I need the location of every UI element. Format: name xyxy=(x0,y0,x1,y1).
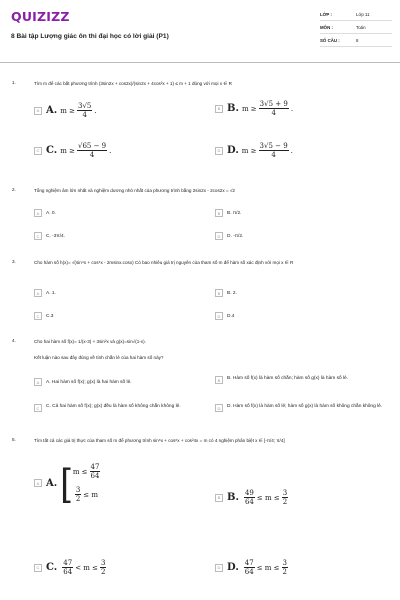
math-mid: ≤ m ≤ xyxy=(256,493,280,502)
option-box[interactable]: C xyxy=(34,564,42,572)
option-a[interactable] xyxy=(34,209,56,217)
denominator: 64 xyxy=(244,568,254,576)
option-box[interactable]: D xyxy=(215,232,223,240)
option-text: A. Hai hàm số f(x); g(x) là hai hàm số lẻ. xyxy=(46,379,132,385)
option-box[interactable]: A xyxy=(34,107,42,115)
option-box[interactable]: B xyxy=(215,289,223,297)
option-a[interactable] xyxy=(34,102,97,119)
option-c[interactable] xyxy=(34,559,108,576)
question-text: Tổng nghiệm âm lớn nhất và nghiệm dương nhỏ nhất của phương trình bằng 2sin2x - 2cos2x = √2 xyxy=(34,188,235,193)
question-number: 2. xyxy=(12,187,16,192)
info-row-count xyxy=(320,34,392,47)
option-math xyxy=(242,559,290,576)
option-text: A. 0. xyxy=(46,210,56,216)
option-a[interactable] xyxy=(34,463,102,503)
numerator: 3 xyxy=(75,486,81,494)
option-box[interactable]: A xyxy=(34,289,42,297)
denominator: 4 xyxy=(271,109,276,117)
option-letter: B. xyxy=(227,103,239,114)
option-letter: D. xyxy=(227,145,239,156)
option-letter: B. xyxy=(227,492,239,503)
fraction xyxy=(77,142,107,159)
option-d[interactable] xyxy=(215,232,243,240)
question-text: Tìm tất cả các giá trị thực của tham số m để phương trình sin⁶x + cos⁶x + cos²4x = m có 4 nghiệm phân biệt x ∈ [-π/4; π/4] xyxy=(34,438,285,443)
option-box[interactable]: D xyxy=(215,312,223,320)
numerator: 49 xyxy=(244,489,254,497)
math-lhs: m ≥ xyxy=(60,146,75,155)
denominator: 4 xyxy=(82,111,87,119)
condition-bottom xyxy=(73,486,98,503)
option-b[interactable] xyxy=(215,289,237,297)
option-a[interactable] xyxy=(34,378,199,386)
document-title: 8 Bài tập Lượng giác ôn thi đại học có lời giải (P1) xyxy=(11,33,169,40)
option-d[interactable] xyxy=(215,559,290,576)
math-mid: < m ≤ xyxy=(75,563,99,572)
question-number: 5. xyxy=(12,437,16,442)
fraction xyxy=(282,559,288,576)
option-box[interactable]: A xyxy=(34,479,42,487)
option-math xyxy=(60,102,96,119)
fraction xyxy=(244,559,255,576)
option-text: A. 1. xyxy=(46,290,56,296)
denominator: 2 xyxy=(282,498,288,506)
numerator: 3 xyxy=(282,489,288,497)
option-box[interactable]: C xyxy=(34,312,42,320)
math-rhs: ≤ m xyxy=(83,490,99,499)
option-box[interactable]: D xyxy=(215,147,223,155)
numerator: 47 xyxy=(244,559,254,567)
option-box[interactable]: B xyxy=(215,209,223,217)
option-text: C. Cả hai hàm số f(x); g(x) đều là hàm số không chẵn không lẻ. xyxy=(46,404,181,409)
fraction xyxy=(100,559,106,576)
math-tail: . xyxy=(290,146,293,155)
option-c[interactable] xyxy=(34,404,204,412)
question-number: 1. xyxy=(12,80,16,85)
denominator: 2 xyxy=(282,568,288,576)
option-box[interactable]: B xyxy=(215,105,223,113)
option-letter: C. xyxy=(46,562,58,573)
info-label: SỐ CÂU : xyxy=(320,37,340,43)
header-divider xyxy=(0,62,400,63)
info-table xyxy=(320,8,392,47)
question-number: 3. xyxy=(12,259,16,264)
fraction xyxy=(77,102,92,119)
option-math xyxy=(242,489,290,506)
option-letter: A. xyxy=(46,477,58,489)
option-letter: A. xyxy=(46,105,58,116)
option-d[interactable] xyxy=(215,312,234,320)
info-value: 8 xyxy=(356,37,359,43)
option-b[interactable] xyxy=(215,209,242,217)
math-tail: . xyxy=(109,146,112,155)
info-label: LỚP : xyxy=(320,11,332,17)
option-math xyxy=(60,142,111,159)
option-c[interactable] xyxy=(34,232,65,240)
option-b[interactable] xyxy=(215,100,293,117)
denominator: 64 xyxy=(244,498,254,506)
numerator: 47 xyxy=(63,559,73,567)
option-b[interactable] xyxy=(215,489,290,506)
math-lhs: m ≥ xyxy=(241,104,257,113)
question-number: 4. xyxy=(12,338,16,343)
option-c[interactable] xyxy=(34,142,111,159)
numerator: 3 xyxy=(282,559,288,567)
math-lhs: m ≥ xyxy=(60,106,75,115)
option-math xyxy=(242,142,293,159)
fraction xyxy=(282,489,288,506)
question-text: Cho hàm số h(x)= √(sin⁴x + cos⁴x - 2msinx.cosx) Có bao nhiêu giá trị nguyên của tham số m để hàm số xác định với mọi x ∈ R xyxy=(34,260,294,265)
option-math xyxy=(242,100,293,117)
option-text: D.4 xyxy=(227,313,235,319)
option-text: B. Hàm số f(x) là hàm số chẵn; hàm số g(x) là hàm số lẻ. xyxy=(227,376,349,381)
fraction xyxy=(259,100,289,117)
math-mid: ≤ m ≤ xyxy=(256,563,280,572)
option-math xyxy=(73,463,103,503)
question-text: Cho hai hàm số f(x)= 1/(x-3) + 3sin²x và g(x)=sin√(1-x). xyxy=(34,339,146,344)
denominator: 2 xyxy=(75,495,81,503)
fraction xyxy=(62,559,73,576)
option-text: B. π/2. xyxy=(227,210,242,216)
question-text: Tìm m để các bất phương trình (3sin2x + cos2x)/(sin2x + 4cos²x + 1) ≤ m + 1 đúng với mọi x ∈ R xyxy=(34,81,232,86)
option-d[interactable] xyxy=(215,404,390,412)
math-lhs: m ≥ xyxy=(241,146,257,155)
denominator: 4 xyxy=(89,151,95,159)
quizizz-logo: QUIZIZZ xyxy=(11,9,70,24)
option-box[interactable]: D xyxy=(215,404,223,412)
numerator: 47 xyxy=(90,463,100,471)
fraction xyxy=(244,489,255,506)
option-text: B. 2. xyxy=(227,290,237,296)
info-value: Lớp 11 xyxy=(356,11,370,17)
condition-top xyxy=(73,463,103,480)
bracket-icon: [ xyxy=(60,462,71,504)
info-row-subject xyxy=(320,21,392,34)
option-letter: D. xyxy=(227,562,239,573)
option-box[interactable]: C xyxy=(34,147,42,155)
option-box[interactable]: A xyxy=(34,378,42,386)
option-box[interactable]: A xyxy=(34,209,42,217)
option-math xyxy=(60,559,108,576)
fraction xyxy=(259,142,289,159)
fraction xyxy=(75,486,81,503)
info-value: Toán xyxy=(356,24,366,30)
numerator: 3√5 + 9 xyxy=(259,100,288,108)
fraction xyxy=(90,463,101,480)
info-row-class xyxy=(320,8,392,21)
math-lhs: m ≤ xyxy=(72,467,88,476)
denominator: 64 xyxy=(63,568,73,576)
option-box[interactable]: C xyxy=(34,232,42,240)
option-box[interactable]: B xyxy=(215,494,223,502)
option-text: C.3 xyxy=(46,313,54,319)
option-b[interactable] xyxy=(215,376,390,384)
math-tail: . xyxy=(94,106,97,115)
question-subtext: Kết luận nào sau đây đúng về tính chẵn lẻ của hai hàm số này? xyxy=(34,355,164,360)
numerator: √65 − 9 xyxy=(78,142,107,150)
denominator: 64 xyxy=(90,472,100,480)
denominator: 4 xyxy=(271,151,276,159)
option-c[interactable] xyxy=(34,312,53,320)
denominator: 2 xyxy=(101,568,106,576)
numerator: 3 xyxy=(101,559,106,567)
option-box[interactable]: D xyxy=(215,564,223,572)
option-a[interactable] xyxy=(34,289,56,297)
option-d[interactable] xyxy=(215,142,293,159)
option-text: C. -3π/4. xyxy=(46,233,66,239)
numerator: 3√5 xyxy=(77,102,92,110)
option-box[interactable]: B xyxy=(215,376,223,384)
math-tail: . xyxy=(290,104,294,113)
option-letter: C. xyxy=(46,145,58,156)
numerator: 3√5 − 9 xyxy=(259,142,288,150)
option-text: D. -π/2. xyxy=(227,233,244,239)
option-text: D. Hàm số f(x) là hàm số lẻ; hàm số g(x) là hàm số không chẵn không lẻ. xyxy=(227,404,383,409)
info-label: MÔN : xyxy=(320,24,333,30)
option-box[interactable]: C xyxy=(34,404,42,412)
